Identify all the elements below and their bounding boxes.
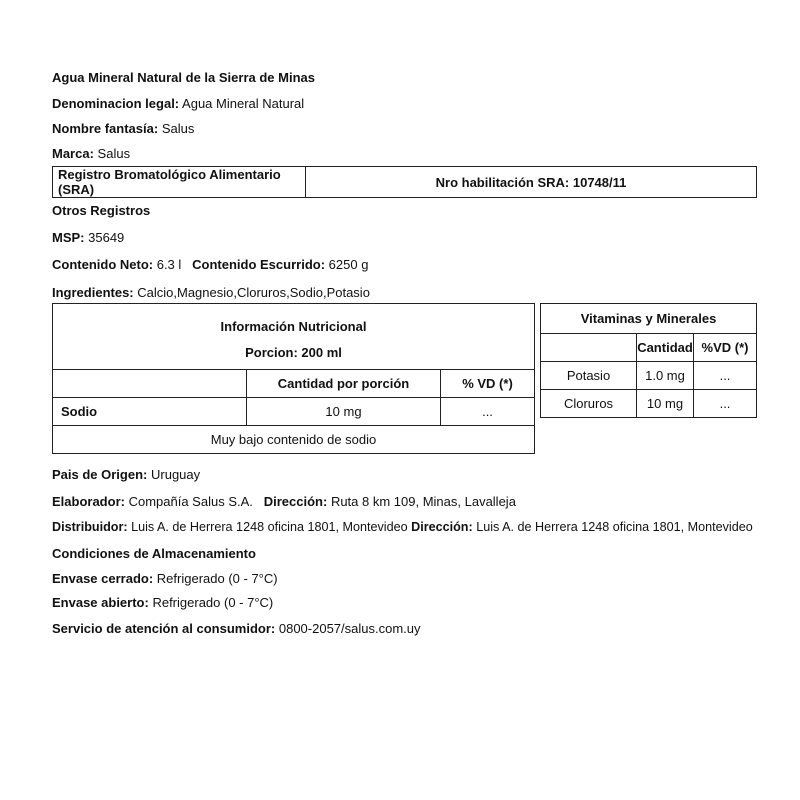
- table-row: [541, 390, 757, 418]
- servicio-label: Servicio de atención al consumidor:: [52, 621, 276, 636]
- marca-line: [52, 146, 130, 161]
- ingredientes-label: Ingredientes:: [52, 285, 134, 300]
- elaborador-line: [52, 494, 516, 509]
- vitaminas-col-vd: %VD (*): [694, 334, 757, 362]
- product-title: Agua Mineral Natural de la Sierra de Minas: [52, 70, 315, 85]
- denominacion-label: Denominacion legal:: [52, 96, 180, 111]
- vitaminas-row-name: Cloruros: [541, 390, 637, 418]
- contenido-line: [52, 257, 368, 272]
- nutrition-row-cantidad: 10 mg: [247, 398, 441, 426]
- servicio-value: 0800-2057/salus.com.uy: [278, 621, 421, 636]
- marca-value: Salus: [97, 146, 131, 161]
- fantasia-value: Salus: [161, 121, 195, 136]
- msp-value: 35649: [88, 230, 125, 245]
- vitaminas-col-cantidad: Cantidad: [637, 334, 694, 362]
- marca-label: Marca:: [52, 146, 94, 161]
- contenido-neto-value: 6.3 l: [156, 257, 182, 272]
- nutrition-note: Muy bajo contenido de sodio: [53, 426, 535, 454]
- origen-value: Uruguay: [151, 467, 201, 482]
- vitaminas-row-cantidad: 10 mg: [637, 390, 694, 418]
- vitaminas-row-vd: ...: [694, 362, 757, 390]
- vitaminas-empty-header: [541, 334, 637, 362]
- distribuidor-label: Distribuidor:: [52, 520, 128, 534]
- nutrition-col-cantidad: Cantidad por porción: [247, 370, 441, 398]
- msp-line: [52, 230, 124, 245]
- contenido-neto-label: Contenido Neto:: [52, 257, 154, 272]
- registro-table: [52, 166, 757, 198]
- nutrition-header-cell: [53, 304, 535, 370]
- ingredientes-value: Calcio,Magnesio,Cloruros,Sodio,Potasio: [137, 285, 370, 300]
- table-row: [53, 398, 535, 426]
- otros-registros-heading: Otros Registros: [52, 203, 151, 218]
- envase-cerrado-value: Refrigerado (0 - 7°C): [156, 571, 278, 586]
- nutrition-table: [52, 303, 535, 454]
- denominacion-value: Agua Mineral Natural: [182, 96, 305, 111]
- nutrition-porcion: Porcion: 200 ml: [245, 344, 342, 360]
- registro-left-cell: Registro Bromatológico Alimentario (SRA): [53, 167, 306, 198]
- nutrition-title: Información Nutricional: [220, 318, 367, 334]
- elaborador-value: Compañía Salus S.A.: [128, 494, 253, 509]
- contenido-escurrido-value: 6250 g: [328, 257, 369, 272]
- vitaminas-title: Vitaminas y Minerales: [541, 304, 757, 334]
- table-row: [541, 362, 757, 390]
- distribuidor-line: [52, 520, 753, 534]
- fantasia-line: [52, 121, 194, 136]
- envase-abierto-value: Refrigerado (0 - 7°C): [152, 595, 274, 610]
- elaborador-dir-label: Dirección:: [263, 494, 328, 509]
- envase-cerrado-line: [52, 571, 278, 586]
- fantasia-label: Nombre fantasía:: [52, 121, 159, 136]
- elaborador-label: Elaborador:: [52, 494, 125, 509]
- nutrition-col-vd: % VD (*): [441, 370, 535, 398]
- distribuidor-value: Luis A. de Herrera 1248 oficina 1801, Montevideo: [131, 520, 408, 534]
- nutrition-row-name: Sodio: [53, 398, 247, 426]
- contenido-escurrido-label: Contenido Escurrido:: [192, 257, 326, 272]
- nutrition-empty-header: [53, 370, 247, 398]
- vitaminas-row-name: Potasio: [541, 362, 637, 390]
- servicio-line: [52, 621, 421, 636]
- msp-label: MSP:: [52, 230, 85, 245]
- distribuidor-dir-value: Luis A. de Herrera 1248 oficina 1801, Montevideo: [476, 520, 753, 534]
- envase-abierto-label: Envase abierto:: [52, 595, 149, 610]
- envase-abierto-line: [52, 595, 273, 610]
- vitaminas-table: [540, 303, 757, 418]
- origen-label: Pais de Origen:: [52, 467, 148, 482]
- denominacion-line: [52, 96, 304, 111]
- vitaminas-row-cantidad: 1.0 mg: [637, 362, 694, 390]
- vitaminas-row-vd: ...: [694, 390, 757, 418]
- elaborador-dir-value: Ruta 8 km 109, Minas, Lavalleja: [330, 494, 516, 509]
- almacenamiento-heading: Condiciones de Almacenamiento: [52, 546, 256, 561]
- registro-right-cell: Nro habilitación SRA: 10748/11: [306, 167, 757, 198]
- nutrition-row-vd: ...: [441, 398, 535, 426]
- distribuidor-dir-label: Dirección:: [411, 520, 473, 534]
- envase-cerrado-label: Envase cerrado:: [52, 571, 154, 586]
- origen-line: [52, 467, 200, 482]
- ingredientes-line: [52, 285, 370, 300]
